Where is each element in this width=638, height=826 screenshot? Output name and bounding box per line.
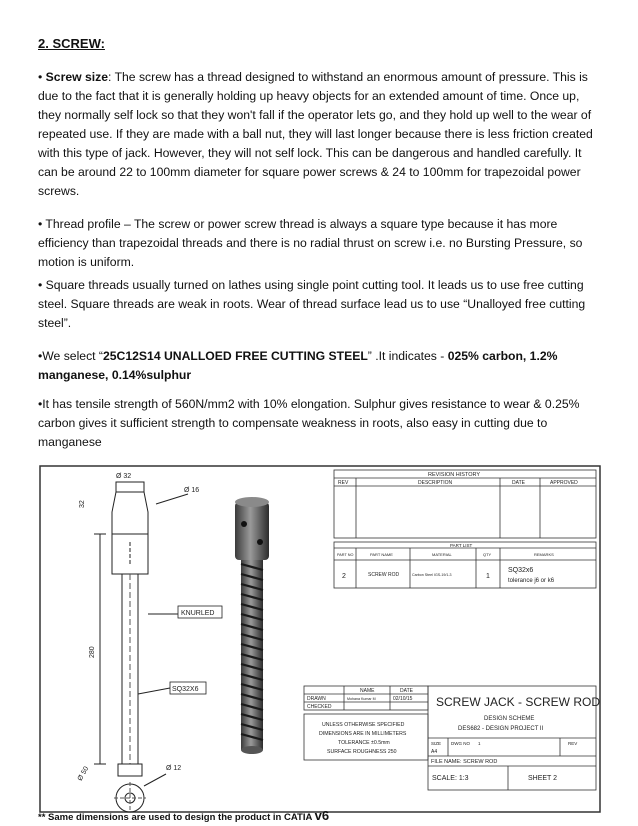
- sheet: SHEET 2: [528, 775, 558, 782]
- part-qty: 1: [486, 573, 490, 580]
- paragraph-tensile-strength: •It has tensile strength of 560N/mm2 with 10% elongation. Sulphur gives resistance to wear & 0.25% carbon gives it sufficient strength to compensate weakness in roots, also easy in cutting due to manganese: [38, 397, 580, 449]
- dwg-label: DWG NO: [451, 741, 470, 746]
- part-remark-2: tolerance j6 or k6: [508, 578, 555, 584]
- material-composition: 025% carbon, 1.2% manganese, 0.14%sulphur: [38, 349, 558, 382]
- paragraph-text: : The screw has a thread designed to withstand an enormous amount of pressure. This is due to the fact that it is generally holding up heavy objects for an extended amount of time. Once up, they normally self lock so that they won't fall if the operator lets go, and they hold up well to the wear of repeated use. If they are made with a ball nut, they will last longer because there is less friction created with this type of jack. However, they will not self lock. This can be dangerous and handled carefully. It can be around 22 to 100mm diameter for square power screws & 24 to 100mm for trapezoidal power screws.: [38, 70, 593, 198]
- part-remark-1: SQ32x6: [508, 567, 534, 574]
- size-label: SIZE: [431, 741, 442, 746]
- bullet: •: [38, 70, 43, 84]
- part-no: 2: [342, 573, 346, 580]
- rev-label: REV: [568, 741, 578, 746]
- title-block-sub1: DESIGN SCHEME: [484, 716, 535, 722]
- dim-bottom-dia2: Ø 12: [166, 765, 182, 772]
- rev-col-approved: APPROVED: [550, 480, 578, 486]
- size-value: A4: [431, 749, 438, 755]
- signoff-checked: CHECKED: [307, 704, 332, 710]
- part-name: SCREW ROD: [368, 572, 400, 578]
- thread-label: SQ32X6: [172, 686, 199, 693]
- scale: SCALE: 1:3: [432, 775, 469, 782]
- dim-top-dia: Ø 32: [116, 473, 132, 480]
- material-pre: •We select “: [38, 349, 103, 363]
- part-col-material: MATERIAL: [432, 552, 452, 557]
- footnote-text: ** Same dimensions are used to design the product in CATIA: [38, 812, 315, 823]
- rev-col-description: DESCRIPTION: [418, 480, 453, 486]
- dim-screw-size: 32: [79, 500, 86, 508]
- dim-bottom-dia1: Ø 50: [76, 765, 91, 783]
- part-col-name: PART NAME: [370, 552, 393, 557]
- signoff-drawn: DRAWN: [307, 696, 326, 702]
- dwg-value: 1: [478, 741, 481, 746]
- revision-title: REVISION HISTORY: [428, 472, 481, 478]
- material-name: 25C12S14 UNALLOED FREE CUTTING STEEL: [103, 349, 368, 363]
- dim-side-dia: Ø 16: [184, 487, 200, 494]
- part-col-remarks: REMARKS: [534, 552, 554, 557]
- material-mid: ” .It indicates -: [367, 349, 448, 363]
- paragraph-square-threads: • Square threads usually turned on lathes using single point cutting tool. It leads us to use free cutting steel. Square threads are weak in roots. Wear of thread surface lead us to use “Unalloyed free cutting steel”.: [38, 278, 586, 330]
- title-block-title: SCREW JACK - SCREW ROD: [436, 695, 601, 709]
- title-block-sub2: DES682 - DESIGN PROJECT II: [458, 726, 544, 732]
- rev-col-rev: REV: [338, 480, 349, 486]
- part-col-qty: QTY: [483, 552, 492, 557]
- paragraph-thread-profile: • Thread profile – The screw or power screw thread is always a square type because it has more efficiency than trapezoidal threads and there is no radial thrust on screw i.e. no Bursting Pressure, so motion is uniform.: [38, 217, 583, 269]
- dim-length: 280: [89, 646, 96, 658]
- rev-col-date: DATE: [512, 480, 525, 486]
- engineering-drawing: [38, 464, 602, 814]
- note-1: UNLESS OTHERWISE SPECIFIED: [322, 722, 405, 728]
- paragraph-material-select: [38, 347, 604, 385]
- file-name: FILE NAME: SCREW ROD: [431, 759, 498, 765]
- signoff-name-col: NAME: [360, 688, 375, 694]
- part-col-no: PART NO: [337, 553, 354, 557]
- note-2: DIMENSIONS ARE IN MILLIMETERS: [319, 731, 407, 737]
- footnote: [38, 808, 329, 823]
- section-heading: 2. SCREW:: [38, 36, 105, 51]
- footnote-tail: v6: [314, 808, 330, 823]
- note-4: SURFACE ROUGHNESS 250: [327, 749, 397, 755]
- part-material: Carbon Steel IGS-19/1-3: [412, 573, 452, 577]
- signoff-date-col: DATE: [400, 688, 413, 694]
- signoff-drawn-name: Mohana Kumar M: [347, 697, 376, 701]
- paragraph-screw-size: [38, 68, 604, 201]
- term-screw-size: Screw size: [45, 70, 109, 84]
- signoff-drawn-date: 02/10/15: [393, 696, 413, 702]
- knurled-label: KNURLED: [181, 610, 215, 617]
- note-3: TOLERANCE ±0.5mm: [338, 740, 390, 746]
- part-list-title: PART LIST: [450, 543, 473, 548]
